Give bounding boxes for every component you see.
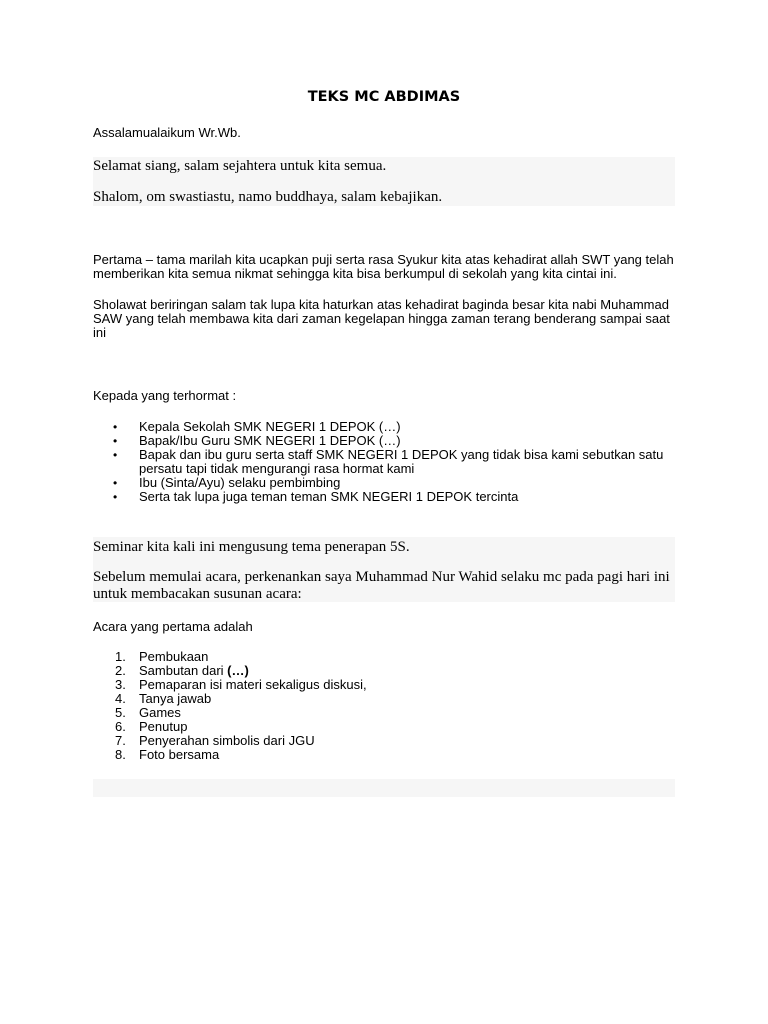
- bullet-icon: •: [113, 490, 118, 504]
- list-item: 7. Penyerahan simbolis dari JGU: [115, 733, 315, 748]
- paragraph-2: Sholawat beriringan salam tak lupa kita haturkan atas kehadirat baginda besar kita nabi Muhammad SAW yang telah membawa kita dari zaman kegelapan hingga zaman terang benderang sampai saat ini: [93, 297, 670, 340]
- list-item: 1. Pembukaan: [115, 649, 209, 664]
- shaded-line-4: Sebelum memulai acara, perkenankan saya Muhammad Nur Wahid selaku mc pada pagi hari ini untuk membacakan susunan acara:: [93, 569, 670, 602]
- list-item: 6. Penutup: [115, 719, 188, 734]
- shaded-line-2: Shalom, om swastiastu, namo buddhaya, salam kebajikan.: [93, 189, 443, 205]
- greeting: Assalamualaikum Wr.Wb.: [93, 125, 241, 140]
- shaded-block-3: [93, 779, 675, 797]
- bullet-icon: •: [113, 434, 118, 448]
- list-item: 4. Tanya jawab: [115, 691, 212, 706]
- list-item: 5. Games: [115, 705, 181, 720]
- shaded-line-3: Seminar kita kali ini mengusung tema penerapan 5S.: [93, 539, 410, 555]
- agenda-list: [93, 650, 678, 762]
- honored-list: [93, 420, 678, 504]
- list-item: • Serta tak lupa juga teman teman SMK NEGERI 1 DEPOK tercinta: [113, 489, 519, 504]
- list-item: • Bapak/Ibu Guru SMK NEGERI 1 DEPOK (…): [113, 433, 401, 448]
- honored-intro: Kepada yang terhormat :: [93, 388, 237, 403]
- list-item: • Bapak dan ibu guru serta staff SMK NEGERI 1 DEPOK yang tidak bisa kami sebutkan satu persatu tapi tidak mengurangi rasa hormat kami: [113, 447, 664, 476]
- document-title: TEKS MC ABDIMAS: [307, 89, 461, 105]
- bullet-icon: •: [113, 476, 118, 490]
- shaded-line-1: Selamat siang, salam sejahtera untuk kita semua.: [93, 158, 387, 174]
- bullet-icon: •: [113, 448, 118, 462]
- agenda-intro: Acara yang pertama adalah: [93, 619, 253, 634]
- list-item: • Ibu (Sinta/Ayu) selaku pembimbing: [113, 475, 341, 490]
- bullet-icon: •: [113, 420, 118, 434]
- list-item: 2. Sambutan dari (…): [115, 663, 249, 678]
- list-item: • Kepala Sekolah SMK NEGERI 1 DEPOK (…): [113, 419, 401, 434]
- list-item: 8. Foto bersama: [115, 747, 220, 762]
- list-item: 3. Pemaparan isi materi sekaligus diskusi,: [115, 677, 367, 692]
- paragraph-1: Pertama – tama marilah kita ucapkan puji serta rasa Syukur kita atas kehadirat allah SWT yang telah memberikan kita semua nikmat sehingga kita bisa berkumpul di sekolah yang kita cintai ini.: [93, 252, 674, 281]
